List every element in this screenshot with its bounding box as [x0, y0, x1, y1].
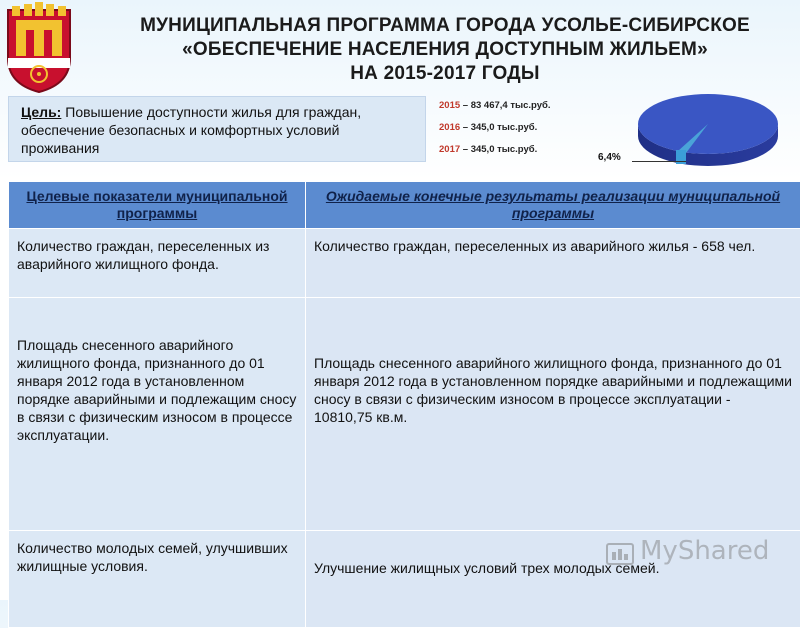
goal-text: Повышение доступности жилья для граждан, обеспечение безопасных и комфортных условий проживания — [21, 104, 361, 156]
page-title-line-1: МУНИЦИПАЛЬНАЯ ПРОГРАММА ГОРОДА УСОЛЬЕ-СИБИРСКОЕ — [90, 14, 800, 38]
budget-amount: – 83 467,4 тыс.руб. — [463, 100, 551, 111]
budget-pie-chart — [598, 84, 778, 168]
table-row — [9, 229, 800, 298]
page-title-line-2: «ОБЕСПЕЧЕНИЕ НАСЕЛЕНИЯ ДОСТУПНЫМ ЖИЛЬЕМ» — [90, 38, 800, 62]
table-header-results: Ожидаемые конечные результаты реализации муниципальной программы — [306, 182, 800, 229]
page-title — [90, 14, 800, 86]
budget-row — [439, 122, 550, 144]
page-title-line-3: НА 2015-2017 ГОДЫ — [90, 62, 800, 86]
watermark — [604, 536, 769, 566]
budget-year: 2015 — [439, 100, 460, 111]
table-header-indicators: Целевые показатели муниципальной программы — [9, 182, 306, 229]
goal-box — [8, 96, 426, 162]
table-cell: Улучшение жилищных условий трех молодых семей. — [306, 531, 800, 628]
table-row — [9, 298, 800, 531]
table-cell: Количество граждан, переселенных из аварийного жилищного фонда. — [9, 229, 306, 298]
pie-leader-line — [632, 161, 686, 162]
budget-list — [439, 100, 550, 166]
city-coat-of-arms-emblem — [0, 0, 78, 94]
goal-label: Цель: — [21, 104, 61, 120]
table-cell: Количество граждан, переселенных из аварийного жилья - 658 чел. — [306, 229, 800, 298]
table-cell: Количество молодых семей, улучшивших жилищные условия. — [9, 531, 306, 628]
budget-year: 2016 — [439, 122, 460, 133]
budget-row — [439, 144, 550, 166]
budget-row — [439, 100, 550, 122]
table-header-row — [9, 182, 800, 229]
table-cell: Площадь снесенного аварийного жилищного фонда, признанного до 01 января 2012 года в установленном порядке аварийными и подлежащим сносу в связи с физическим износом в процессе эксплуатации. — [9, 298, 306, 531]
budget-year: 2017 — [439, 144, 460, 155]
budget-amount: – 345,0 тыс.руб. — [463, 122, 538, 133]
table-cell: Площадь снесенного аварийного жилищного фонда, признанного до 01 января 2012 года в установленном порядке аварийными и подлежащими сносу в связи с физическим износом в процессе эксплуатации - 10810,75 кв.м. — [306, 298, 800, 531]
budget-amount: – 345,0 тыс.руб. — [463, 144, 538, 155]
pie-slice-label: 6,4% — [598, 152, 621, 163]
watermark-text: MyShared — [640, 536, 769, 566]
